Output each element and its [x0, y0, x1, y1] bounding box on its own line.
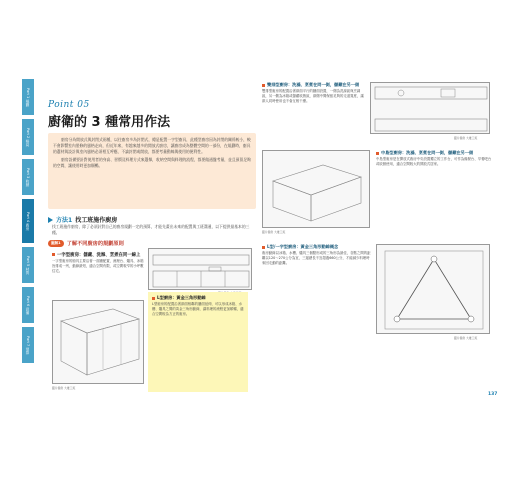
intro-paragraph-2: 廚房設備要針對使用者的身高、習慣及料理方式來選擇，收納空間與料理的流程，都要做通盤考量，並且預留足夠的空間，讓使用時更加順暢。	[53, 157, 251, 168]
floor-plan-icon	[371, 83, 490, 134]
work-triangle-diagram-icon	[377, 245, 490, 334]
point-label: Point 05	[48, 100, 90, 110]
island-kitchen-title: 中島型廚房：洗滌、烹煮在同一側，儲藏在另一側	[376, 150, 492, 156]
method-label: 方法1	[56, 217, 73, 224]
triangle-arrow-icon	[48, 217, 53, 223]
side-tab-6[interactable]: Part 6 設備	[22, 287, 34, 323]
one-line-kitchen-section	[52, 252, 144, 275]
page-number: 137	[488, 392, 498, 397]
l-kitchen-title: L型廚房：黃金三角形動線	[152, 295, 244, 301]
photo-caption-4: 圖片提供 大雄工班	[262, 230, 286, 234]
double-line-kitchen-title: 雙排型廚房：洗滌、烹煮在同一側，儲藏在另一側	[262, 82, 364, 88]
photo-caption-2: 圖片提供 大雄工班	[52, 386, 76, 390]
method-heading	[48, 215, 117, 224]
one-line-kitchen-text: 一字型廚房的廚具主要沿著一面牆配置，流理台、爐具、冰箱皆排成一列，動線最短，適合空間有限、或空間較窄的小坪數住宅。	[52, 259, 144, 274]
kitchen-line-drawing-icon	[149, 249, 252, 290]
illustration-badge: 圖解1	[48, 240, 64, 247]
double-line-plan-drawing	[370, 82, 490, 134]
triangle-workflow-title: L型/一字型廚房：黃金三角形動線概念	[262, 244, 372, 250]
photo-caption-3: 圖片提供 大雄工班	[454, 136, 478, 140]
page-title: 廚衛的 3 種常用作法	[48, 115, 171, 130]
double-line-kitchen-section	[262, 82, 364, 105]
side-tab-1[interactable]: Part 1 規劃	[22, 79, 34, 115]
double-line-kitchen-text: 雙排型廚房的配置沿著兩面平行的牆面設置，一側為洗滌區與烹調區，另一側為冰箱或儲藏收納區，兩側中間保留足夠的走道寬度，讓兩人同時使用也不會互相干擾。	[262, 89, 364, 104]
triangle-plan-drawing	[376, 244, 490, 334]
island-kitchen-photo	[262, 150, 370, 228]
side-tab-5[interactable]: Part 5 材質	[22, 247, 34, 283]
illustration-title: 了解不同廚房的規劃原則	[66, 241, 124, 247]
intro-box	[48, 133, 256, 209]
one-line-kitchen-photo	[148, 248, 252, 290]
side-tab-7[interactable]: Part 7 預算	[22, 327, 34, 363]
l-kitchen-text: L型廚房的配置沿著兩面相鄰的牆面延伸，可以形成冰箱、水槽、爐具之間的黃金三角形動線，讓料理的流程更加順暢，適合空間較為方正的廚房。	[152, 302, 244, 317]
l-kitchen-note-box	[148, 292, 248, 392]
side-tab-4-active[interactable]: Part 4 廚房	[22, 199, 34, 243]
side-tab-3[interactable]: Part 3 收納	[22, 159, 34, 195]
one-line-kitchen-title: 一字型廚房：儲藏、洗滌、烹煮在同一線上	[52, 252, 144, 258]
kitchen-sketch-icon	[53, 301, 144, 384]
intro-paragraph-1: 廚房分為開放式與封閉式兩種，以往廚房多為封閉式，總是配置一字型廚具，此種型廚房因為封閉的關係較小，較不會影響室內裝修的風格走向，但近年來，有越來越多的開放式廚房，讓廚房成為整體空間的一部份，在規劃時，廚具的選材與設計與室內風格必須相互呼應，不論封閉或開放，都要考量動線與使用的便利性。	[53, 137, 251, 154]
island-kitchen-text: 中島型廚房是在開放式廚房中央設置獨立的工作台，可作為備餐台、早餐吧台或收納使用，適合空間較大的開放式居家。	[376, 157, 492, 167]
l-kitchen-sketch	[52, 300, 144, 384]
island-kitchen-sketch-icon	[263, 151, 370, 228]
side-tab-2[interactable]: Part 2 格局	[22, 119, 34, 155]
island-kitchen-section	[376, 150, 492, 167]
illustration-heading	[48, 240, 124, 247]
triangle-workflow-section	[262, 244, 372, 267]
method-title: 找工班施作廚房	[75, 217, 118, 224]
point-header	[48, 100, 170, 130]
method-text: 找工班施作廚房，除了必須針對自己的廚房規劃一定的預算，才能先畫出未來的配置與工班溝通，以下提供最基本的三種。	[52, 224, 250, 235]
triangle-workflow-text: 廚房動線以冰箱、水槽、爐具三個點形成的三角形為最佳，各點之間的距離以120〜270公分為宜，三邊總長不宜超過660公分，才能減少料理時來回走動的距離。	[262, 251, 371, 266]
photo-caption-5: 圖片提供 大雄工班	[454, 336, 478, 340]
side-tab-strip	[22, 75, 34, 397]
